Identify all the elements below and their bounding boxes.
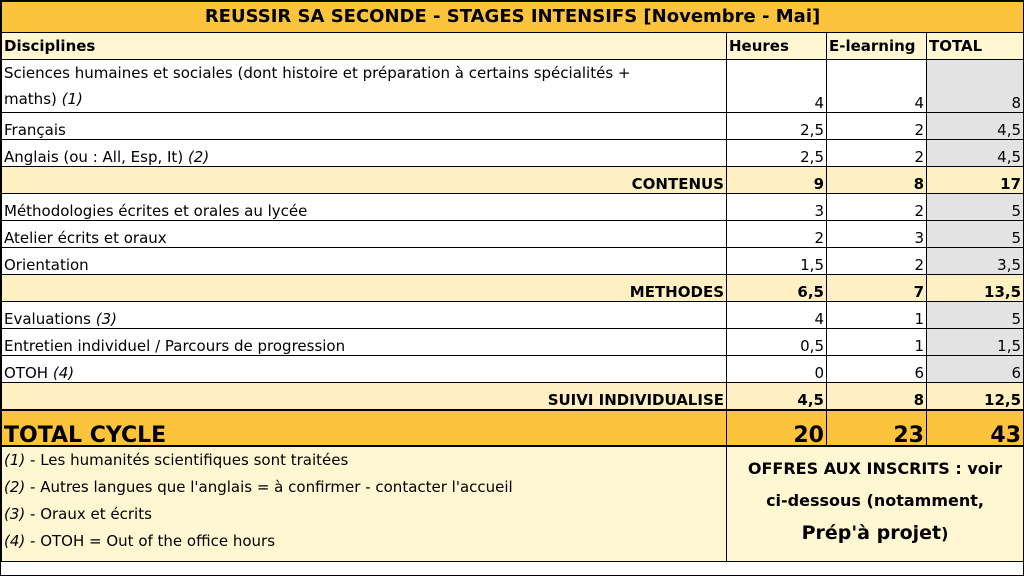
elearning-cell: 1 xyxy=(827,329,927,356)
page-title: REUSSIR SA SECONDE - STAGES INTENSIFS [Novembre - Mai] xyxy=(2,2,1024,33)
grand-total-row xyxy=(2,410,1024,446)
elearning-cell: 4 xyxy=(827,60,927,113)
footnote xyxy=(4,474,724,501)
subtotal-row xyxy=(2,275,1024,302)
footnote xyxy=(4,447,724,474)
footnote-ref: (2) xyxy=(187,148,210,166)
grand-total-elearning: 23 xyxy=(827,410,927,446)
table-row xyxy=(2,113,1024,140)
subtotal-label: METHODES xyxy=(2,275,727,302)
offer-line3 xyxy=(729,517,1021,550)
offer-box xyxy=(727,446,1024,562)
footnote-text: - Les humanités scientifiques sont traitées xyxy=(25,451,349,469)
header-elearning: E-learning xyxy=(827,33,927,60)
table-row xyxy=(2,248,1024,275)
footnote xyxy=(4,528,724,555)
schedule-table xyxy=(1,1,1024,562)
elearning-cell: 8 xyxy=(827,167,927,194)
footnotes xyxy=(2,446,727,562)
total-cell: 5 xyxy=(927,302,1024,329)
total-cell: 1,5 xyxy=(927,329,1024,356)
heures-cell: 2,5 xyxy=(727,113,827,140)
header-total: TOTAL xyxy=(927,33,1024,60)
heures-cell: 2,5 xyxy=(727,140,827,167)
footnote-text: - Oraux et écrits xyxy=(25,505,152,523)
discipline-label: Méthodologies écrites et orales au lycée xyxy=(2,194,727,221)
table-row xyxy=(2,329,1024,356)
grand-total-label: TOTAL CYCLE xyxy=(2,410,727,446)
offer-line1: OFFRES AUX INSCRITS : voir xyxy=(747,459,1003,478)
table-row xyxy=(2,221,1024,248)
grand-total-total: 43 xyxy=(927,410,1024,446)
subtotal-row xyxy=(2,383,1024,411)
footnote-ref: (4) xyxy=(52,364,75,382)
heures-cell: 1,5 xyxy=(727,248,827,275)
discipline-label xyxy=(2,302,727,329)
title-row xyxy=(2,2,1024,33)
total-cell: 12,5 xyxy=(927,383,1024,411)
offer-line3-end: ) xyxy=(941,524,949,543)
heures-cell: 3 xyxy=(727,194,827,221)
offer-line2: ci-dessous (notamment, xyxy=(766,491,984,510)
grand-total-heures: 20 xyxy=(727,410,827,446)
footnote-num: (4) xyxy=(4,532,26,550)
heures-cell: 4 xyxy=(727,302,827,329)
discipline-label: Entretien individuel / Parcours de progression xyxy=(2,329,727,356)
elearning-cell: 1 xyxy=(827,302,927,329)
elearning-cell: 2 xyxy=(827,113,927,140)
heures-cell: 6,5 xyxy=(727,275,827,302)
total-cell: 13,5 xyxy=(927,275,1024,302)
header-heures: Heures xyxy=(727,33,827,60)
footer-row xyxy=(2,446,1024,562)
heures-cell: 4,5 xyxy=(727,383,827,411)
total-cell: 6 xyxy=(927,356,1024,383)
footnote xyxy=(4,501,724,528)
elearning-cell: 2 xyxy=(827,194,927,221)
discipline-label xyxy=(2,60,727,113)
footnote-num: (2) xyxy=(4,478,26,496)
header-row xyxy=(2,33,1024,60)
table-row xyxy=(2,194,1024,221)
table-row xyxy=(2,302,1024,329)
discipline-label xyxy=(2,140,727,167)
elearning-cell: 2 xyxy=(827,248,927,275)
footnote-ref: (3) xyxy=(95,310,117,328)
discipline-label: Français xyxy=(2,113,727,140)
subtotal-label: SUIVI INDIVIDUALISE xyxy=(2,383,727,411)
heures-cell: 9 xyxy=(727,167,827,194)
heures-cell: 2 xyxy=(727,221,827,248)
footnote-num: (1) xyxy=(4,451,26,469)
total-cell: 8 xyxy=(927,60,1024,113)
elearning-cell: 6 xyxy=(827,356,927,383)
label-text: Evaluations xyxy=(4,310,91,328)
elearning-cell: 3 xyxy=(827,221,927,248)
header-disciplines: Disciplines xyxy=(2,33,727,60)
label-text: Anglais (ou : All, Esp, It) xyxy=(4,148,184,166)
elearning-cell: 7 xyxy=(827,275,927,302)
subtotal-row xyxy=(2,167,1024,194)
footnote-text: - OTOH = Out of the office hours xyxy=(25,532,276,550)
footnote-text: - Autres langues que l'anglais = à confirmer - contacter l'accueil xyxy=(25,478,513,496)
table-row xyxy=(2,140,1024,167)
table-row xyxy=(2,60,1024,113)
heures-cell: 0,5 xyxy=(727,329,827,356)
total-cell: 17 xyxy=(927,167,1024,194)
footnote-ref: (1) xyxy=(61,90,83,108)
elearning-cell: 2 xyxy=(827,140,927,167)
label-line1: Sciences humaines et sociales (dont histoire et préparation à certains spécialités + xyxy=(4,64,631,82)
discipline-label xyxy=(2,356,727,383)
label-text: OTOH xyxy=(4,364,49,382)
footnote-num: (3) xyxy=(4,505,26,523)
offer-highlight: Prép'à projet xyxy=(801,522,942,544)
subtotal-label: CONTENUS xyxy=(2,167,727,194)
total-cell: 4,5 xyxy=(927,140,1024,167)
table-row xyxy=(2,356,1024,383)
heures-cell: 4 xyxy=(727,60,827,113)
label-line2: maths) xyxy=(4,90,57,108)
elearning-cell: 8 xyxy=(827,383,927,411)
total-cell: 5 xyxy=(927,221,1024,248)
total-cell: 3,5 xyxy=(927,248,1024,275)
heures-cell: 0 xyxy=(727,356,827,383)
discipline-label: Orientation xyxy=(2,248,727,275)
total-cell: 4,5 xyxy=(927,113,1024,140)
discipline-label: Atelier écrits et oraux xyxy=(2,221,727,248)
total-cell: 5 xyxy=(927,194,1024,221)
